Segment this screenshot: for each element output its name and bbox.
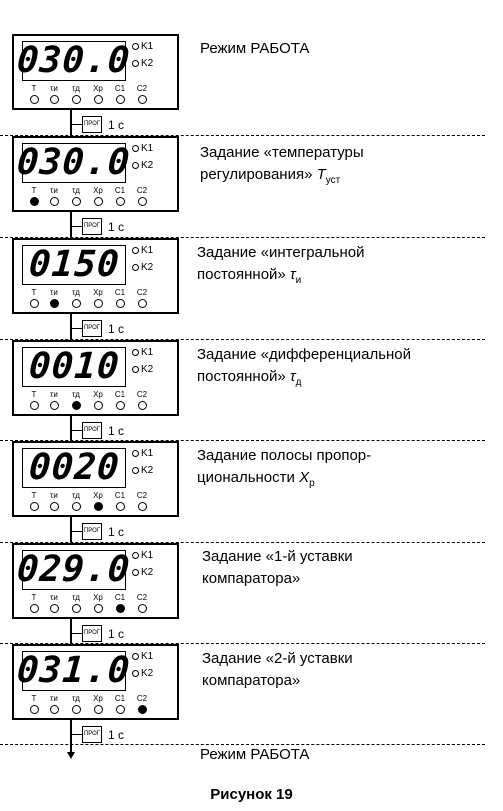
mode-indicator bbox=[131, 593, 153, 613]
prog-button: ПРОГ bbox=[82, 625, 102, 642]
step-label bbox=[200, 142, 364, 192]
display-value: 0150 bbox=[27, 244, 121, 285]
comparator-label: K2 bbox=[141, 364, 154, 375]
step-label-line bbox=[197, 366, 411, 394]
step-symbol-subscript: и bbox=[295, 275, 302, 286]
button-connector bbox=[72, 531, 82, 532]
flow-arrow-icon bbox=[67, 752, 75, 759]
led-off-icon bbox=[94, 604, 103, 613]
comparator-k2-indicator bbox=[132, 364, 153, 375]
led-off-icon bbox=[94, 299, 103, 308]
step-label-line: Задание полосы пропор- bbox=[197, 447, 372, 464]
button-connector bbox=[72, 734, 82, 735]
comparator-k1-indicator bbox=[132, 245, 153, 256]
mode-indicator-label: τи bbox=[50, 186, 58, 195]
mode-indicator-label: C2 bbox=[136, 694, 148, 703]
mode-indicator bbox=[109, 491, 131, 511]
mode-indicator bbox=[43, 84, 65, 104]
mode-indicator bbox=[65, 593, 87, 613]
mode-indicator bbox=[43, 288, 65, 308]
mode-indicator-label: Xp bbox=[93, 84, 103, 93]
step-label-line: компаратора» bbox=[202, 570, 301, 587]
hold-time-label: 1 с bbox=[108, 525, 125, 539]
display-value: 031.0 bbox=[15, 650, 133, 691]
led-on-icon bbox=[72, 401, 81, 410]
mode-indicator bbox=[23, 186, 45, 206]
mode-indicator bbox=[131, 84, 153, 104]
led-off-icon bbox=[94, 705, 103, 714]
controller-panel bbox=[12, 543, 179, 619]
step-symbol: X bbox=[299, 469, 310, 486]
mode-indicator bbox=[43, 491, 65, 511]
comparator-led-icon bbox=[132, 264, 139, 271]
mode-indicator bbox=[87, 84, 109, 104]
display-value: 029.0 bbox=[15, 549, 133, 590]
digital-display bbox=[22, 448, 126, 488]
mode-indicator bbox=[87, 390, 109, 410]
comparator-k2-indicator bbox=[132, 160, 153, 171]
mode-indicator-label: Xp bbox=[93, 694, 103, 703]
mode-indicator-label: T bbox=[31, 694, 37, 703]
led-off-icon bbox=[116, 502, 125, 511]
mode-indicator bbox=[23, 390, 45, 410]
step-symbol: τ bbox=[289, 266, 296, 283]
comparator-led-icon bbox=[132, 43, 139, 50]
led-off-icon bbox=[50, 502, 59, 511]
mode-indicator-label: τи bbox=[50, 84, 58, 93]
led-off-icon bbox=[30, 299, 39, 308]
mode-indicator-label: τи bbox=[50, 390, 58, 399]
mode-indicator-label: C1 bbox=[114, 84, 126, 93]
led-off-icon bbox=[30, 95, 39, 104]
comparator-label: K1 bbox=[141, 651, 154, 662]
comparator-led-icon bbox=[132, 247, 139, 254]
comparator-k1-indicator bbox=[132, 143, 153, 154]
mode-indicator bbox=[131, 491, 153, 511]
led-off-icon bbox=[50, 95, 59, 104]
led-on-icon bbox=[94, 502, 103, 511]
step-label bbox=[197, 445, 371, 495]
led-off-icon bbox=[138, 502, 147, 511]
mode-indicator bbox=[65, 84, 87, 104]
mode-indicator bbox=[87, 694, 109, 714]
comparator-k2-indicator bbox=[132, 465, 153, 476]
step-label-text: постоянной» bbox=[197, 266, 290, 283]
step-label bbox=[197, 344, 411, 394]
digital-display bbox=[22, 245, 126, 285]
comparator-label: K2 bbox=[141, 567, 154, 578]
comparator-led-icon bbox=[132, 162, 139, 169]
comparator-label: K1 bbox=[141, 41, 154, 52]
mode-indicator-label: T bbox=[31, 186, 37, 195]
led-off-icon bbox=[72, 197, 81, 206]
led-off-icon bbox=[138, 95, 147, 104]
mode-indicator-label: τд bbox=[72, 694, 80, 703]
mode-indicator-label: Xp bbox=[93, 288, 103, 297]
led-off-icon bbox=[72, 502, 81, 511]
comparator-led-icon bbox=[132, 670, 139, 677]
led-off-icon bbox=[116, 401, 125, 410]
button-connector bbox=[72, 124, 82, 125]
hold-time-label: 1 с bbox=[108, 322, 125, 336]
mode-indicator bbox=[109, 390, 131, 410]
led-off-icon bbox=[138, 197, 147, 206]
display-value: 0010 bbox=[27, 346, 121, 387]
comparator-label: K1 bbox=[141, 550, 154, 561]
mode-indicator-label: Xp bbox=[93, 390, 103, 399]
led-off-icon bbox=[138, 604, 147, 613]
led-off-icon bbox=[138, 401, 147, 410]
led-off-icon bbox=[30, 705, 39, 714]
prog-button: ПРОГ bbox=[82, 422, 102, 439]
mode-indicator bbox=[131, 390, 153, 410]
prog-button: ПРОГ bbox=[82, 218, 102, 235]
mode-indicator-label: τд bbox=[72, 84, 80, 93]
led-on-icon bbox=[116, 604, 125, 613]
comparator-k1-indicator bbox=[132, 41, 153, 52]
mode-indicator-label: T bbox=[31, 84, 37, 93]
mode-indicator-label: T bbox=[31, 593, 37, 602]
step-label-line bbox=[197, 264, 364, 292]
mode-indicator-label: C2 bbox=[136, 84, 148, 93]
step-symbol-subscript: уст bbox=[325, 175, 341, 186]
mode-indicator-label: τд bbox=[72, 390, 80, 399]
controller-panel bbox=[12, 136, 179, 212]
comparator-led-icon bbox=[132, 145, 139, 152]
step-label bbox=[202, 648, 353, 692]
mode-indicator-label: T bbox=[31, 288, 37, 297]
comparator-label: K2 bbox=[141, 58, 154, 69]
mode-indicator bbox=[23, 288, 45, 308]
led-off-icon bbox=[116, 299, 125, 308]
step-label bbox=[200, 38, 309, 60]
mode-indicator bbox=[23, 84, 45, 104]
mode-indicator bbox=[23, 694, 45, 714]
led-off-icon bbox=[72, 299, 81, 308]
controller-panel bbox=[12, 238, 179, 314]
mode-indicator-label: τд bbox=[72, 491, 80, 500]
step-label-line bbox=[197, 467, 371, 495]
display-value: 030.0 bbox=[15, 142, 133, 183]
digital-display bbox=[15, 650, 133, 691]
mode-indicator bbox=[109, 694, 131, 714]
step-symbol: τ bbox=[289, 368, 296, 385]
comparator-label: K2 bbox=[141, 465, 154, 476]
comparator-k2-indicator bbox=[132, 668, 153, 679]
prog-button: ПРОГ bbox=[82, 523, 102, 540]
step-label-line: Задание «температуры bbox=[200, 144, 364, 161]
mode-indicator-label: τи bbox=[50, 694, 58, 703]
comparator-led-icon bbox=[132, 60, 139, 67]
comparator-led-icon bbox=[132, 552, 139, 559]
display-value: 030.0 bbox=[15, 40, 133, 81]
mode-indicator-label: τд bbox=[72, 288, 80, 297]
mode-indicator bbox=[109, 593, 131, 613]
led-off-icon bbox=[72, 95, 81, 104]
mode-indicator bbox=[65, 288, 87, 308]
led-off-icon bbox=[30, 401, 39, 410]
led-off-icon bbox=[30, 502, 39, 511]
mode-indicator-label: C2 bbox=[136, 288, 148, 297]
mode-indicator-label: T bbox=[31, 491, 37, 500]
comparator-led-icon bbox=[132, 467, 139, 474]
led-off-icon bbox=[94, 95, 103, 104]
led-off-icon bbox=[72, 705, 81, 714]
mode-indicator bbox=[109, 186, 131, 206]
mode-indicator-label: τи bbox=[50, 491, 58, 500]
mode-indicator-label: Xp bbox=[93, 593, 103, 602]
comparator-label: K1 bbox=[141, 448, 154, 459]
comparator-led-icon bbox=[132, 653, 139, 660]
led-off-icon bbox=[50, 604, 59, 613]
led-off-icon bbox=[50, 197, 59, 206]
final-mode-label: Режим РАБОТА bbox=[200, 746, 310, 763]
led-on-icon bbox=[30, 197, 39, 206]
hold-time-label: 1 с bbox=[108, 424, 125, 438]
mode-indicator bbox=[43, 694, 65, 714]
mode-indicator-label: C2 bbox=[136, 491, 148, 500]
comparator-led-icon bbox=[132, 349, 139, 356]
mode-indicator-label: C2 bbox=[136, 390, 148, 399]
step-label-text: циональности bbox=[197, 469, 300, 486]
step-label-line bbox=[200, 164, 364, 192]
digital-display bbox=[15, 40, 133, 81]
comparator-k1-indicator bbox=[132, 347, 153, 358]
comparator-k2-indicator bbox=[132, 567, 153, 578]
hold-time-label: 1 с bbox=[108, 728, 125, 742]
hold-time-label: 1 с bbox=[108, 220, 125, 234]
mode-indicator-label: τд bbox=[72, 593, 80, 602]
mode-indicator bbox=[87, 491, 109, 511]
controller-panel bbox=[12, 644, 179, 720]
mode-indicator bbox=[23, 491, 45, 511]
led-off-icon bbox=[30, 604, 39, 613]
mode-indicator-label: Xp bbox=[93, 491, 103, 500]
step-label-line: Задание «интегральной bbox=[197, 244, 365, 261]
comparator-label: K2 bbox=[141, 262, 154, 273]
comparator-k1-indicator bbox=[132, 448, 153, 459]
mode-indicator bbox=[65, 491, 87, 511]
mode-indicator-label: C1 bbox=[114, 288, 126, 297]
button-connector bbox=[72, 328, 82, 329]
digital-display bbox=[15, 142, 133, 183]
comparator-k2-indicator bbox=[132, 262, 153, 273]
step-label-text: регулирования» bbox=[200, 166, 317, 183]
controller-panel bbox=[12, 34, 179, 110]
controller-panel bbox=[12, 441, 179, 517]
controller-panel bbox=[12, 340, 179, 416]
comparator-label: K2 bbox=[141, 160, 154, 171]
step-label bbox=[202, 546, 353, 590]
step-label-line: Задание «2-й уставки bbox=[202, 650, 353, 667]
comparator-led-icon bbox=[132, 450, 139, 457]
led-off-icon bbox=[138, 299, 147, 308]
led-off-icon bbox=[50, 401, 59, 410]
prog-button: ПРОГ bbox=[82, 116, 102, 133]
led-on-icon bbox=[50, 299, 59, 308]
step-label-line: Режим РАБОТА bbox=[200, 40, 310, 57]
led-off-icon bbox=[50, 705, 59, 714]
flow-connector-line bbox=[70, 720, 72, 754]
step-symbol-subscript: р bbox=[309, 478, 315, 489]
comparator-label: K1 bbox=[141, 143, 154, 154]
comparator-led-icon bbox=[132, 569, 139, 576]
led-off-icon bbox=[116, 197, 125, 206]
mode-indicator bbox=[87, 593, 109, 613]
mode-indicator-label: C1 bbox=[114, 694, 126, 703]
mode-indicator bbox=[131, 694, 153, 714]
mode-indicator bbox=[43, 593, 65, 613]
mode-indicator-label: τд bbox=[72, 186, 80, 195]
mode-indicator bbox=[43, 390, 65, 410]
comparator-k1-indicator bbox=[132, 550, 153, 561]
mode-indicator-label: C1 bbox=[114, 491, 126, 500]
led-off-icon bbox=[94, 401, 103, 410]
step-label-text: постоянной» bbox=[197, 368, 290, 385]
comparator-k1-indicator bbox=[132, 651, 153, 662]
comparator-k2-indicator bbox=[132, 58, 153, 69]
mode-indicator-label: C2 bbox=[136, 186, 148, 195]
mode-indicator-label: C1 bbox=[114, 593, 126, 602]
mode-indicator-label: T bbox=[31, 390, 37, 399]
prog-button: ПРОГ bbox=[82, 726, 102, 743]
mode-indicator bbox=[131, 186, 153, 206]
mode-indicator bbox=[109, 288, 131, 308]
led-off-icon bbox=[116, 95, 125, 104]
mode-indicator bbox=[87, 288, 109, 308]
figure-caption: Рисунок 19 bbox=[210, 786, 293, 803]
hold-time-label: 1 с bbox=[108, 118, 125, 132]
mode-indicator-label: τи bbox=[50, 593, 58, 602]
button-connector bbox=[72, 430, 82, 431]
step-label-line: Задание «1-й уставки bbox=[202, 548, 353, 565]
comparator-label: K1 bbox=[141, 347, 154, 358]
mode-indicator bbox=[109, 84, 131, 104]
digital-display bbox=[15, 549, 133, 590]
mode-indicator bbox=[65, 390, 87, 410]
mode-indicator bbox=[43, 186, 65, 206]
mode-indicator-label: C1 bbox=[114, 390, 126, 399]
step-symbol: T bbox=[316, 166, 326, 183]
step-label bbox=[197, 242, 364, 292]
mode-indicator-label: Xp bbox=[93, 186, 103, 195]
digital-display bbox=[22, 347, 126, 387]
display-value: 0020 bbox=[27, 447, 121, 488]
button-connector bbox=[72, 226, 82, 227]
step-label-line: Задание «дифференциальной bbox=[197, 346, 412, 363]
step-label-line: компаратора» bbox=[202, 672, 301, 689]
led-off-icon bbox=[116, 705, 125, 714]
led-on-icon bbox=[138, 705, 147, 714]
mode-indicator bbox=[23, 593, 45, 613]
comparator-label: K2 bbox=[141, 668, 154, 679]
led-off-icon bbox=[94, 197, 103, 206]
prog-button: ПРОГ bbox=[82, 320, 102, 337]
mode-indicator-label: τи bbox=[50, 288, 58, 297]
step-symbol-subscript: д bbox=[295, 377, 302, 388]
hold-time-label: 1 с bbox=[108, 627, 125, 641]
mode-indicator bbox=[131, 288, 153, 308]
comparator-led-icon bbox=[132, 366, 139, 373]
mode-indicator bbox=[65, 694, 87, 714]
led-off-icon bbox=[72, 604, 81, 613]
comparator-label: K1 bbox=[141, 245, 154, 256]
mode-indicator bbox=[65, 186, 87, 206]
mode-indicator-label: C1 bbox=[114, 186, 126, 195]
mode-indicator bbox=[87, 186, 109, 206]
button-connector bbox=[72, 633, 82, 634]
mode-indicator-label: C2 bbox=[136, 593, 148, 602]
